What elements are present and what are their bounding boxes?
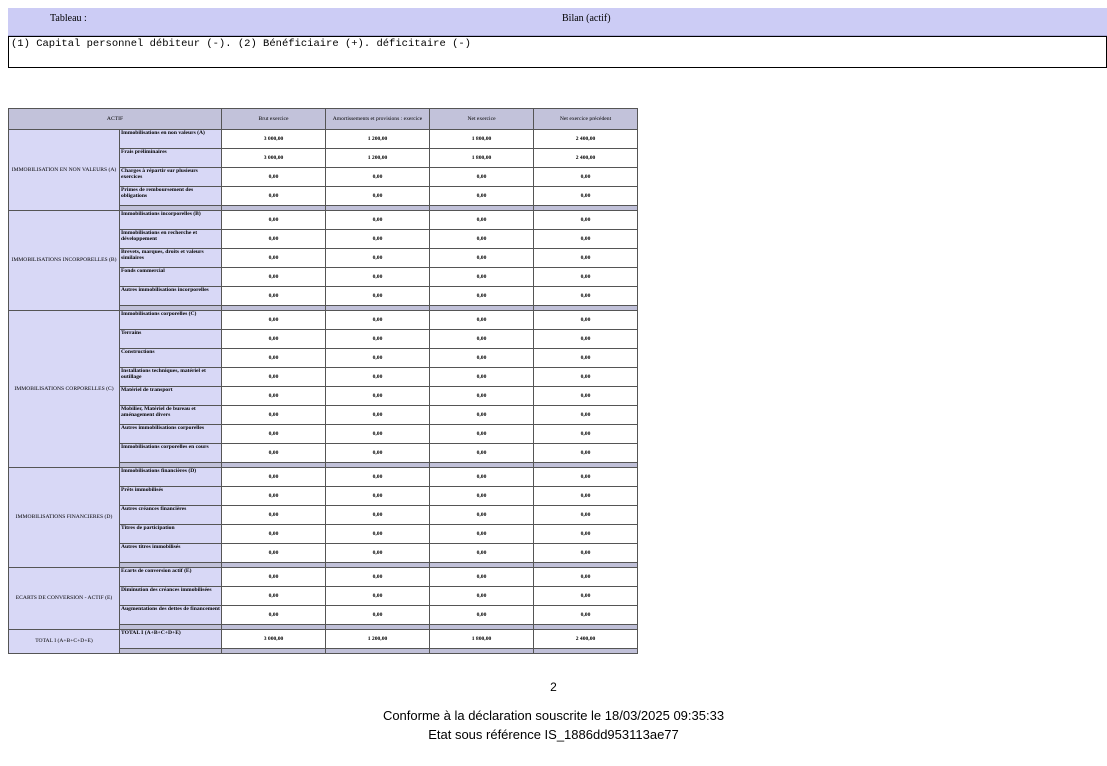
section-label: IMMOBILISATION EN NON VALEURS (A): [9, 130, 120, 211]
cell-value: 0,00: [222, 568, 326, 587]
cell-value: 0,00: [326, 168, 430, 187]
page-number: 2: [550, 680, 557, 694]
row-label: Augmentations des dettes de financement: [120, 606, 222, 625]
cell-value: 0,00: [222, 506, 326, 525]
row-label: Titres de participation: [120, 525, 222, 544]
cell-value: 0,00: [534, 230, 638, 249]
row-label: Terrains: [120, 330, 222, 349]
row-label: Autres immobilisations corporelles: [120, 425, 222, 444]
cell-value: 0,00: [326, 606, 430, 625]
section-label: IMMOBILISATIONS FINANCIERES (D): [9, 468, 120, 568]
cell-value: 0,00: [222, 168, 326, 187]
cell-value: 0,00: [430, 187, 534, 206]
section-label: ECARTS DE CONVERSION - ACTIF (E): [9, 568, 120, 630]
cell-value: 0,00: [430, 606, 534, 625]
cell-value: 0,00: [534, 444, 638, 463]
cell-value: 0,00: [534, 249, 638, 268]
cell-value: 0,00: [326, 349, 430, 368]
cell-value: 0,00: [430, 249, 534, 268]
cell-value: 0,00: [222, 544, 326, 563]
cell-value: 0,00: [326, 525, 430, 544]
bilan-actif-table: [8, 108, 638, 654]
cell-value: 3 000,00: [222, 149, 326, 168]
row-label: Matériel de transport: [120, 387, 222, 406]
cell-value: 0,00: [534, 368, 638, 387]
tableau-label: Tableau :: [50, 13, 87, 24]
cell-value: 0,00: [326, 568, 430, 587]
row-label: Mobilier, Matériel de bureau et aménagement divers: [120, 406, 222, 425]
cell-value: 0,00: [326, 587, 430, 606]
cell-value: 0,00: [326, 230, 430, 249]
row-label: Charges à répartir sur plusieurs exercices: [120, 168, 222, 187]
row-label: Immobilisations corporelles (C): [120, 311, 222, 330]
section-label: IMMOBILISATIONS CORPORELLES (C): [9, 311, 120, 468]
section-label: IMMOBILISATIONS INCORPORELLES (B): [9, 211, 120, 311]
cell-value: 0,00: [326, 444, 430, 463]
cell-value: 0,00: [534, 211, 638, 230]
legend-note: (1) Capital personnel débiteur (-). (2) Bénéficiaire (+). déficitaire (-): [8, 36, 1107, 68]
cell-value: 0,00: [222, 268, 326, 287]
cell-value: 0,00: [222, 187, 326, 206]
cell-value: 0,00: [326, 406, 430, 425]
row-label: Immobilisations financières (D): [120, 468, 222, 487]
cell-value: 0,00: [430, 287, 534, 306]
cell-value: 0,00: [430, 330, 534, 349]
cell-value: 1 200,00: [326, 130, 430, 149]
cell-value: 0,00: [326, 468, 430, 487]
col-header-net-precedent: Net exercice précédent: [534, 109, 638, 130]
cell-value: 0,00: [222, 406, 326, 425]
table-row: [9, 130, 638, 149]
col-header-brut: Brut exercice: [222, 109, 326, 130]
separator-cell: [534, 649, 638, 654]
cell-value: 0,00: [222, 330, 326, 349]
cell-value: 0,00: [534, 425, 638, 444]
cell-value: 1 800,00: [430, 630, 534, 649]
cell-value: 3 000,00: [222, 630, 326, 649]
cell-value: 0,00: [326, 330, 430, 349]
cell-value: 0,00: [222, 587, 326, 606]
cell-value: 0,00: [534, 330, 638, 349]
row-label: TOTAL I (A+B+C+D+E): [120, 630, 222, 649]
cell-value: 0,00: [326, 211, 430, 230]
row-label: Fonds commercial: [120, 268, 222, 287]
separator-cell: [120, 649, 222, 654]
cell-value: 0,00: [430, 544, 534, 563]
cell-value: 0,00: [430, 587, 534, 606]
row-label: Autres créances financières: [120, 506, 222, 525]
table-header-bar: [8, 8, 1107, 36]
cell-value: 0,00: [326, 268, 430, 287]
cell-value: 0,00: [222, 487, 326, 506]
cell-value: 0,00: [534, 568, 638, 587]
cell-value: 0,00: [222, 311, 326, 330]
cell-value: 0,00: [326, 425, 430, 444]
row-label: Immobilisations incorporelles (B): [120, 211, 222, 230]
cell-value: 0,00: [534, 487, 638, 506]
cell-value: 0,00: [430, 211, 534, 230]
cell-value: 2 400,00: [534, 149, 638, 168]
row-label: Installations techniques, matériel et outillage: [120, 368, 222, 387]
cell-value: 0,00: [326, 287, 430, 306]
row-label: Ecarts de conversion actif (E): [120, 568, 222, 587]
cell-value: 0,00: [326, 249, 430, 268]
cell-value: 0,00: [326, 387, 430, 406]
cell-value: 0,00: [430, 487, 534, 506]
cell-value: 0,00: [534, 387, 638, 406]
cell-value: 0,00: [222, 468, 326, 487]
cell-value: 0,00: [534, 468, 638, 487]
cell-value: 0,00: [534, 287, 638, 306]
cell-value: 1 200,00: [326, 630, 430, 649]
cell-value: 3 000,00: [222, 130, 326, 149]
col-header-net: Net exercice: [430, 109, 534, 130]
cell-value: 0,00: [430, 311, 534, 330]
table-row: [9, 468, 638, 487]
cell-value: 0,00: [222, 368, 326, 387]
cell-value: 0,00: [430, 525, 534, 544]
cell-value: 0,00: [430, 268, 534, 287]
cell-value: 0,00: [222, 425, 326, 444]
row-label: Prêts immobilisés: [120, 487, 222, 506]
cell-value: 0,00: [534, 544, 638, 563]
row-label: Immobilisations en non valeurs (A): [120, 130, 222, 149]
row-label: Primes de remboursement des obligations: [120, 187, 222, 206]
cell-value: 1 800,00: [430, 130, 534, 149]
table-row: [9, 630, 638, 649]
row-label: Autres immobilisations incorporelles: [120, 287, 222, 306]
cell-value: 0,00: [222, 606, 326, 625]
col-header-actif: ACTIF: [9, 109, 222, 130]
table-row: [9, 211, 638, 230]
cell-value: 2 400,00: [534, 130, 638, 149]
row-label: Immobilisations en recherche et développement: [120, 230, 222, 249]
cell-value: 0,00: [222, 230, 326, 249]
section-label: TOTAL I (A+B+C+D+E): [9, 630, 120, 654]
cell-value: 0,00: [534, 187, 638, 206]
cell-value: 0,00: [222, 387, 326, 406]
table-header-row: [9, 109, 638, 130]
cell-value: 0,00: [534, 168, 638, 187]
cell-value: 0,00: [430, 349, 534, 368]
cell-value: 0,00: [534, 525, 638, 544]
cell-value: 0,00: [534, 311, 638, 330]
cell-value: 1 200,00: [326, 149, 430, 168]
cell-value: 0,00: [430, 368, 534, 387]
cell-value: 2 400,00: [534, 630, 638, 649]
conformity-line: Conforme à la déclaration souscrite le 18/03/2025 09:35:33: [382, 708, 725, 723]
table-row: [9, 568, 638, 587]
cell-value: 0,00: [430, 406, 534, 425]
cell-value: 0,00: [534, 406, 638, 425]
cell-value: 0,00: [326, 506, 430, 525]
reference-line: Etat sous référence IS_1886dd953113ae77: [428, 727, 679, 742]
cell-value: 0,00: [430, 568, 534, 587]
separator-cell: [326, 649, 430, 654]
row-label: Immobilisations corporelles en cours: [120, 444, 222, 463]
cell-value: 0,00: [326, 544, 430, 563]
row-label: Constructions: [120, 349, 222, 368]
row-label: Brevets, marques, droits et valeurs similaires: [120, 249, 222, 268]
cell-value: 0,00: [222, 249, 326, 268]
cell-value: 0,00: [430, 506, 534, 525]
cell-value: 0,00: [430, 230, 534, 249]
cell-value: 0,00: [534, 349, 638, 368]
table-row: [9, 311, 638, 330]
cell-value: 0,00: [326, 187, 430, 206]
table-title: Bilan (actif): [562, 13, 611, 24]
cell-value: 0,00: [326, 487, 430, 506]
col-header-amortissements: Amortissements et provisions : exercice: [326, 109, 430, 130]
cell-value: 0,00: [430, 168, 534, 187]
separator-cell: [222, 649, 326, 654]
cell-value: 0,00: [222, 287, 326, 306]
separator-cell: [430, 649, 534, 654]
table-body: [9, 130, 638, 654]
cell-value: 0,00: [534, 587, 638, 606]
cell-value: 0,00: [222, 349, 326, 368]
cell-value: 0,00: [430, 444, 534, 463]
cell-value: 0,00: [430, 387, 534, 406]
row-label: Autres titres immobilisés: [120, 544, 222, 563]
cell-value: 0,00: [222, 444, 326, 463]
cell-value: 0,00: [430, 425, 534, 444]
cell-value: 0,00: [534, 506, 638, 525]
cell-value: 0,00: [534, 606, 638, 625]
cell-value: 0,00: [222, 525, 326, 544]
cell-value: 0,00: [534, 268, 638, 287]
row-label: Frais préliminaires: [120, 149, 222, 168]
cell-value: 0,00: [430, 468, 534, 487]
cell-value: 0,00: [326, 311, 430, 330]
row-label: Diminution des créances immobilisées: [120, 587, 222, 606]
cell-value: 0,00: [222, 211, 326, 230]
cell-value: 1 800,00: [430, 149, 534, 168]
cell-value: 0,00: [326, 368, 430, 387]
